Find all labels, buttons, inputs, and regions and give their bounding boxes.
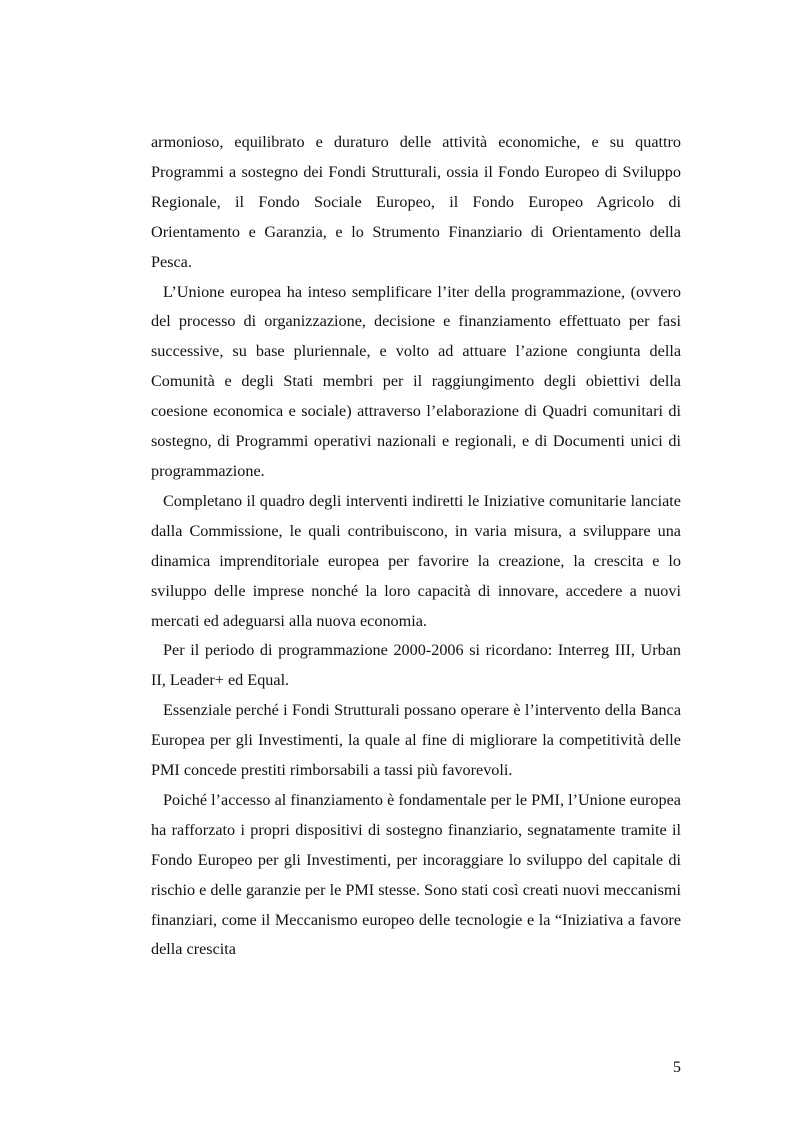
- page-number: 5: [672, 1058, 681, 1076]
- paragraph-programmazione: L’Unione europea ha inteso semplificare l’iter della programmazione, (ovvero del processo di organizzazione, decisione e finanziamento effettuato per fasi successive, su base pluriennale, e volto ad attuare l’azione congiunta della Comunità e degli Stati membri per il raggiungimento degli obiettivi della coesione economica e sociale) attraverso l’elaborazione di Quadri comunitari di sostegno, di Programmi operativi nazionali e regionali, e di Documenti unici di programmazione.: [151, 282, 681, 480]
- paragraph-accesso-finanziamento: Poiché l’accesso al finanziamento è fondamentale per le PMI, l’Unione europea ha rafforzato i propri dispositivi di sostegno finanziario, segnatamente tramite il Fondo Europeo per gli Investimenti, per incoraggiare lo sviluppo del capitale di rischio e delle garanzie per le PMI stesse. Sono stati così creati nuovi meccanismi finanziari, come il Meccanismo europeo delle tecnologie e la “Iniziativa a favore della crescita: [151, 790, 681, 959]
- body-text: [151, 128, 681, 965]
- paragraph-continuation: armonioso, equilibrato e duraturo delle attività economiche, e su quattro Programmi a sostegno dei Fondi Strutturali, ossia il Fondo Europeo di Sviluppo Regionale, il Fondo Sociale Europeo, il Fondo Europeo Agricolo di Orientamento e Garanzia, e lo Strumento Finanziario di Orientamento della Pesca.: [151, 133, 681, 271]
- paragraph-periodo-programmazione: Per il periodo di programmazione 2000-2006 si ricordano: Interreg III, Urban II, Leader+ ed Equal.: [151, 641, 681, 690]
- paragraph-banca-europea: Essenziale perché i Fondi Strutturali possano operare è l’intervento della Banca Europea per gli Investimenti, la quale al fine di migliorare la competitività delle PMI concede prestiti rimborsabili a tassi più favorevoli.: [151, 701, 681, 780]
- paragraph-iniziative-comunitarie: Completano il quadro degli interventi indiretti le Iniziative comunitarie lanciate dalla Commissione, le quali contribuiscono, in varia misura, a sviluppare una dinamica imprenditoriale europea per favorire la creazione, la crescita e lo sviluppo delle imprese nonché la loro capacità di innovare, accedere a nuovi mercati ed adeguarsi alla nuova economia.: [151, 491, 681, 630]
